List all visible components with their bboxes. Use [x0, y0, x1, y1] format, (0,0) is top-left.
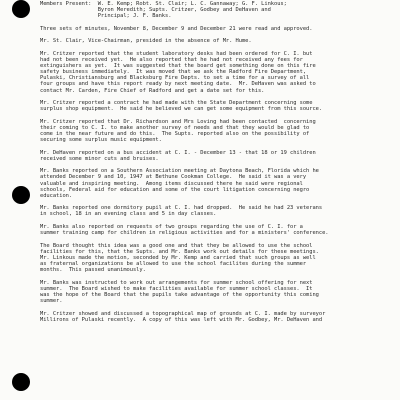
- paragraph-line: summer.: [40, 297, 63, 304]
- paragraph-line: received some minor cuts and bruises.: [40, 155, 159, 162]
- paragraph-line: four groups and have this report ready by next meeting date. Mr. DeHaven was asked to: [40, 81, 316, 88]
- members-present: [40, 1, 390, 19]
- paragraph-line: Mr. DeHaven reported on a bus accident at C. I. - December 13 - that 18 or 19 children: [40, 149, 316, 156]
- paragraph-line: contact Mr. Carden, Fire Chief of Radford and get a date set for this.: [40, 87, 265, 94]
- punch-hole-bottom: [12, 373, 30, 391]
- paragraph-line: summer training camp for children in religious activities and for a ministers' conference.: [40, 230, 329, 237]
- paragraph-line: had not been received yet. He also reported that he had not received any fees for: [40, 57, 303, 64]
- paragraph-line: Mr. Critzer showed and discussed a topographical map of grounds at C. I. made by surveyor: [40, 310, 326, 317]
- minutes-paragraph: [40, 100, 390, 112]
- minutes-paragraph: [40, 224, 390, 236]
- paragraph-line: Mr. Critzer reported a contract he had made with the State Department concerning some: [40, 100, 313, 107]
- minutes-paragraph: [40, 51, 390, 94]
- paragraph-line: safety business immediately. It was moved that we ask the Radford Fire Department,: [40, 69, 307, 76]
- paragraph-line: come in the near future and do this. The Supts. reported also on the possibility of: [40, 131, 310, 137]
- paragraph-line: Mr. Banks was instructed to work out arrangements for summer school offering for next: [40, 279, 313, 286]
- document-body: [40, 1, 390, 323]
- minutes-paragraph: [40, 280, 390, 304]
- paragraph-line: attended December 9 and 10, 1947 at Bethune Cookman College. He said it was a very: [40, 174, 307, 181]
- members-line: Byron Meredith; Supts. Critzer, Godbey and DeHaven and: [40, 7, 271, 14]
- minutes-paragraph: [40, 311, 390, 323]
- paragraph-line: months. This passed unanimously.: [40, 267, 146, 274]
- punch-hole-top: [12, 0, 30, 18]
- paragraph-line: their coming to C. I. to make another survey of needs and that they would be glad to: [40, 124, 310, 131]
- paragraph-line: summer. The Board wished to make facilities available for summer school classes. It: [40, 285, 313, 292]
- paragraph-line: securing some surplus music equipment.: [40, 137, 162, 144]
- members-line: Principal; J. F. Banks.: [40, 13, 172, 20]
- minutes-paragraph: [40, 168, 390, 198]
- paragraph-line: in school, 18 in an evening class and 5 in day classes.: [40, 211, 217, 218]
- paragraph-line: Mr. Linkous made the motion, seconded by Mr. Kemp and carried that such groups as well: [40, 254, 316, 261]
- paragraph-line: Mr. Banks also reported on requests of two groups regarding the use of C. I. for a: [40, 224, 303, 231]
- minutes-paragraph: [40, 119, 390, 143]
- paragraph-line: Millirons of Pulaski recently. A copy of this was left with Mr. Godbey, Mr. DeHaven and: [40, 316, 323, 323]
- paragraph-line: surplus shop equipment. He said he believed we can get some equipment from this source.: [40, 106, 323, 113]
- paragraph-line: extinguishers as yet. It was suggested that the board get something done on this fire: [40, 63, 316, 70]
- punch-hole-middle: [12, 186, 30, 204]
- paragraph-line: Mr. Banks reported on a Southern Association meeting at Daytona Beach, Florida which he: [40, 168, 319, 175]
- minutes-paragraph: [40, 150, 390, 162]
- paragraph-line: Pulaski, Christiansburg and Blacksburg Fire Depts. to set a time for a survey of all: [40, 75, 310, 82]
- paragraph-line: education.: [40, 192, 73, 199]
- paragraph-line: valuable and inspiring meeting. Among items discussed there he said were regional: [40, 180, 303, 187]
- minutes-paragraphs: [40, 19, 390, 322]
- minutes-paragraph: [40, 243, 390, 273]
- paragraph-line: as fraternal organizations be allowed to use the school facilites during the summer: [40, 261, 307, 267]
- minutes-paragraph: [40, 205, 390, 217]
- paragraph-line: Mr. Critzer reported that Dr. Richardson and Mrs Loving had been contacted concerning: [40, 118, 316, 125]
- paragraph-line: Mr. Banks reported one dormitory pupil at C. I. had dropped. He said he had 23 veterans: [40, 205, 323, 212]
- paragraph-line: Three sets of minutes, November 8, December 9 and December 21 were read and approved.: [40, 25, 313, 32]
- paragraph-line: facilities for this, that the Supts. and Mr. Banks work out details for these meetings.: [40, 248, 319, 255]
- paragraph-line: Mr. St. Clair, Vice-Chairman, presided in the absence of Mr. Hume.: [40, 38, 252, 45]
- paragraph-line: The Board thought this idea was a good one and that they be allowed to use the school: [40, 242, 313, 249]
- paragraph-line: schools, Federal aid for education and some of the court litigation concerning negro: [40, 186, 310, 193]
- paragraph-line: Mr. Critzer reported that the student laboratory desks had been ordered for C. I. but: [40, 50, 313, 57]
- paragraph-line: was the hope of the Board that the pupils take advantage of the opportunity this coming: [40, 291, 319, 298]
- members-line: Members Present: W. E. Kemp; Robt. St. Clair; L. C. Gannaway; G. F. Linkous;: [40, 1, 287, 7]
